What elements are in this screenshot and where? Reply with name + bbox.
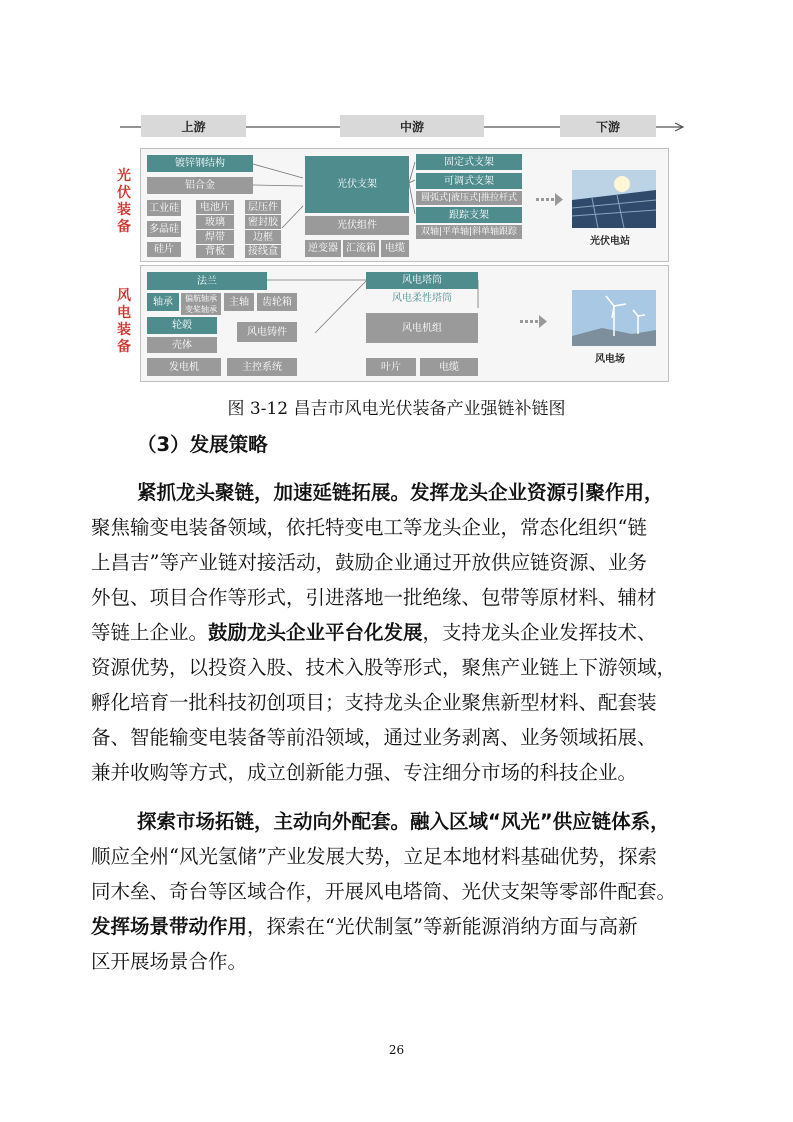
laminate-box: 层压件	[245, 200, 281, 214]
text-line	[91, 551, 647, 575]
cell-box: 电池片	[196, 200, 234, 214]
text-line	[91, 761, 637, 785]
text-line	[91, 691, 657, 715]
connector-lines	[140, 148, 670, 383]
flexible-tower-box: 风电柔性塔筒	[392, 292, 452, 304]
text-line	[91, 621, 657, 645]
wind-turbine-unit-box: 风电机组	[366, 313, 478, 343]
polysilicon-box: 多晶硅	[147, 221, 181, 237]
tracking-bracket-box: 跟踪支架	[416, 207, 522, 223]
flange-box: 法兰	[147, 272, 267, 290]
page-number: 26	[388, 1043, 405, 1057]
wind-casting-box: 风电铸件	[237, 322, 297, 342]
frame-box: 边框	[245, 230, 281, 244]
text-line	[91, 915, 637, 939]
pv-cable-box: 电缆	[381, 240, 409, 257]
wind-cable-box: 电缆	[420, 358, 478, 376]
backsheet-box: 背板	[196, 245, 234, 258]
text-line	[91, 516, 647, 540]
text-line	[137, 810, 670, 834]
blade-box: 叶片	[366, 358, 416, 376]
adjustable-types-box: 圆弧式|液压式|推拉杆式	[416, 191, 522, 205]
main-control-box: 主控系统	[227, 358, 297, 376]
wind-tower-box: 风电塔筒	[366, 272, 478, 289]
inverter-box: 逆变器	[305, 240, 341, 257]
glass-box: 玻璃	[196, 215, 234, 229]
housing-box: 壳体	[147, 337, 217, 353]
text-line	[91, 656, 676, 680]
wind-farm-label: 风电场	[595, 354, 625, 365]
yaw-pitch-bearing-box: 偏航轴承 变桨轴承	[181, 293, 221, 315]
bold-text-span: 鼓励龙头企业平台化发展	[208, 621, 423, 644]
gearbox-box: 齿轮箱	[257, 293, 297, 311]
text-span: 备、智能输变电装备等前沿领域，通过业务剥离、业务领域拓展、	[91, 726, 657, 749]
bearing-box: 轴承	[147, 293, 179, 311]
pv-module-box: 光伏组件	[305, 216, 409, 235]
sealant-box: 密封胶	[245, 215, 281, 229]
stage-downstream: 下游	[560, 115, 656, 137]
text-span: ，探索在“光伏制氢”等新能源消纳方面与高新	[247, 915, 638, 938]
text-line	[91, 880, 676, 904]
text-span: 区开展场景合作。	[91, 950, 248, 973]
text-span: 上昌吉”等产业链对接活动，鼓励企业通过开放供应链资源、业务	[91, 551, 647, 574]
text-span: 外包、项目合作等形式，引进落地一批绝缘、包带等原材料、辅材	[91, 586, 657, 609]
text-span: 等链上企业。	[91, 621, 209, 644]
pv-side-label: 光 伏 装 备	[117, 168, 131, 235]
text-span: 兼并收购等方式，成立创新能力强、专注细分市场的科技企业。	[91, 761, 638, 784]
generator-box: 发电机	[147, 358, 221, 376]
text-line	[91, 950, 247, 974]
wafer-box: 硅片	[147, 242, 181, 257]
text-span: ，支持龙头企业发挥技术、	[422, 621, 657, 644]
galvanized-steel-box: 镀锌钢结构	[147, 155, 253, 172]
text-line	[91, 726, 657, 750]
fixed-bracket-box: 固定式支架	[416, 154, 522, 170]
junction-box: 接线盒	[245, 245, 281, 258]
aluminum-alloy-box: 铝合金	[147, 177, 253, 194]
hub-box: 轮毂	[147, 317, 217, 334]
tracking-types-box: 双轴|平单轴|斜单轴跟踪	[416, 225, 522, 239]
text-span: 顺应全州“风光氢储”产业发展大势，立足本地材料基础优势，探索	[91, 845, 657, 868]
adjustable-bracket-box: 可调式支架	[416, 173, 522, 189]
text-line	[91, 586, 657, 610]
text-line	[91, 845, 657, 869]
wind-side-label: 风 电 装 备	[117, 288, 131, 355]
industrial-silicon-box: 工业硅	[147, 200, 181, 216]
text-span: 资源优势，以投资入股、技术入股等形式，聚焦产业链上下游领域，	[91, 656, 677, 679]
text-line	[137, 481, 664, 505]
figure-caption: 图 3-12 昌吉市风电光伏装备产业强链补链图	[227, 399, 566, 419]
combiner-box: 汇流箱	[343, 240, 379, 257]
bold-text-span: 发挥场景带动作用	[91, 915, 248, 938]
stage-midstream: 中游	[340, 115, 484, 137]
bold-text-span: 紧抓龙头聚链，加速延链拓展。发挥龙头企业资源引聚作用，	[137, 481, 664, 504]
pv-bracket-box: 光伏支架	[305, 156, 409, 213]
section-heading: （3）发展策略	[137, 433, 268, 456]
main-shaft-box: 主轴	[224, 293, 254, 311]
text-span: 孵化培育一批科技初创项目；支持龙头企业聚焦新型材料、配套装	[91, 691, 657, 714]
text-span: 同木垒、奇台等区域合作，开展风电塔筒、光伏支架等零部件配套。	[91, 880, 677, 903]
pv-station-label: 光伏电站	[590, 236, 630, 247]
stage-upstream: 上游	[141, 115, 246, 137]
bold-text-span: 探索市场拓链，主动向外配套。融入区域“风光”供应链体系，	[137, 810, 670, 833]
ribbon-box: 焊带	[196, 230, 234, 244]
text-span: 聚焦输变电装备领域，依托特变电工等龙头企业，常态化组织“链	[91, 516, 647, 539]
